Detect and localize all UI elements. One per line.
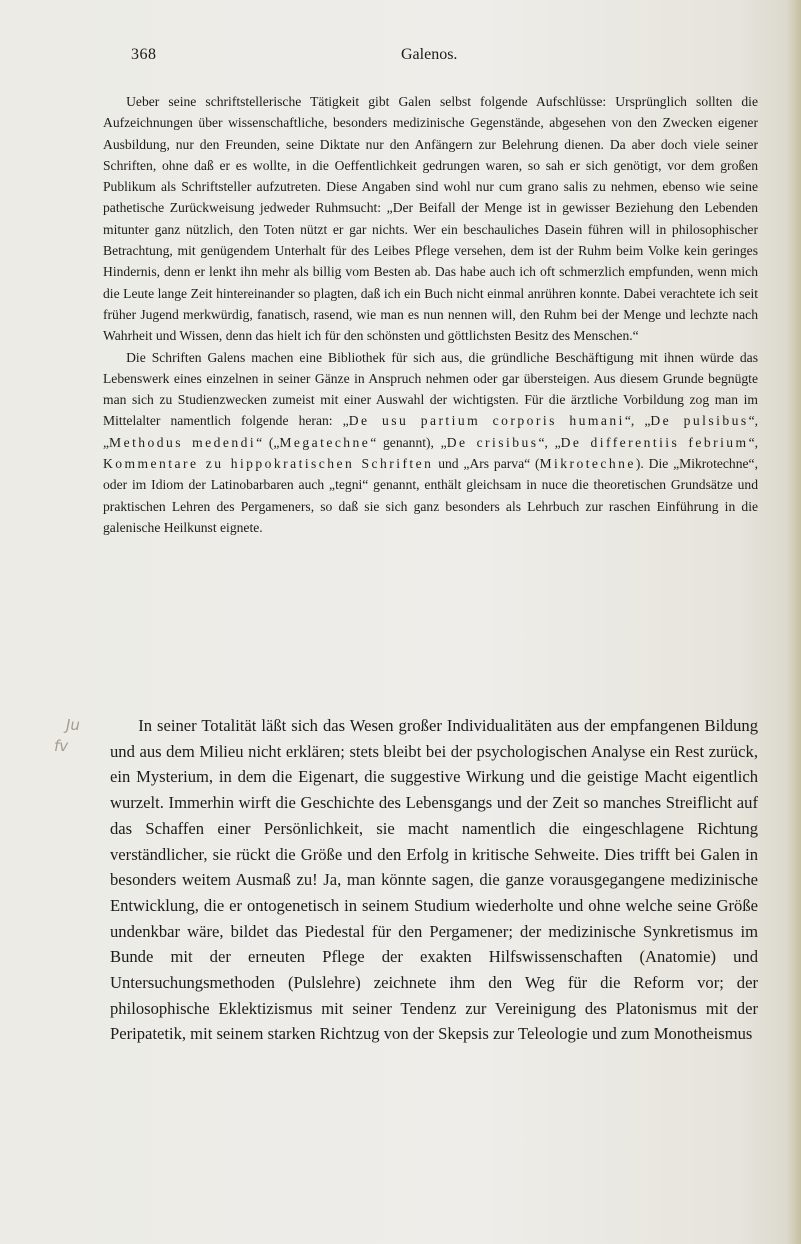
work-title-mikrotechne: Mikrotechne: [539, 456, 636, 472]
page-edge-shadow: [787, 0, 801, 1244]
main-text-block: [110, 713, 758, 1047]
text-run: “ („: [256, 434, 280, 450]
text-run: ). Die „Mikrotechne“, oder im Idiom der Latinobarbaren auch „tegni“ genannt, enthält gleichsam in nuce die theoretischen Grundsätze und praktischen Lehren des Pergameners, so daß sie sich ganz besonders als Lehrbuch zur raschen Einführung in die galenische Heilkunst eignete.: [103, 456, 758, 535]
text-run: “,: [748, 434, 758, 450]
small-print-block: [103, 91, 758, 538]
text-run: “ genannt), „: [370, 434, 447, 450]
running-title: Galenos.: [401, 46, 458, 63]
work-title-methodus-medendi: Methodus medendi: [109, 434, 257, 450]
work-title-de-crisibus: De crisibus: [446, 434, 539, 450]
paragraph-galen-writings: [103, 347, 758, 539]
page-number: 368: [131, 46, 157, 63]
work-title-megatechne: Megatechne: [279, 434, 371, 450]
text-run: “, „: [538, 434, 561, 450]
running-header: [131, 46, 731, 68]
work-title-de-pulsibus: De pulsibus: [650, 413, 749, 429]
text-run: und „Ars parva“ (: [433, 456, 540, 472]
margin-pencil-mark: fv: [54, 737, 69, 755]
text-run: Die Schriften Galens machen eine Bibliothek für sich aus, die gründliche Beschäftigung mit ihnen würde das Lebenswerk eines einzelnen in seiner Gänze in Anspruch nehmen oder gar übersteigen. Aus diesem Grunde begnügte man sich zu Studienzwecken zumeist mit einer Auswahl der wichtigsten. Für die ärztliche Vorbildung zog man im Mittelalter namentlich folgende heran: „: [103, 349, 758, 429]
text-run: “, „: [103, 413, 759, 450]
text-run: “, „: [624, 413, 651, 429]
work-title-kommentare: Kommentare zu hippokratischen Schriften: [103, 456, 434, 472]
paragraph-galen-quote: Ueber seine schriftstellerische Tätigkeit gibt Galen selbst folgende Aufschlüsse: Ursprünglich sollten die Aufzeichnungen über wissenschaftliche, besonders medizinische Gegenstände, abgesehen von den Zwecken eigener Ausbildung, nur den Freunden, seine Diktate nur den Anfängern zur Belehrung dienen. Da aber doch viele seiner Schriften, ohne daß er es wollte, in die Oeffentlichkeit gedrungen waren, so sah er sich genötigt, vor dem großen Publikum als Schriftsteller aufzutreten. Diese Angaben sind wohl nur cum grano salis zu nehmen, ebenso wie seine pathetische Zurückweisung jedweder Ruhmsucht: „Der Beifall der Menge ist in gewisser Beziehung den Lebenden mitunter ganz nützlich, den Toten nützt er gar nichts. Wer ein beschauliches Dasein führen will in philosophischer Betrachtung, mit genügendem Unterhalt für des Leibes Pflege versehen, dem ist der Ruhm beim Volke kein geringes Hindernis, denn er lenkt ihn mehr als billig vom Besten ab. Das habe auch ich oft schmerzlich empfunden, wenn mich die Leute lange Zeit hintereinander so plagten, daß ich ein Buch nicht einmal anrühren konnte. Dabei verachtete ich seit früher Jugend merkwürdig, fanatisch, rasend, wie man es nun nennen will, den Ruhm bei der Menge und lechzte nach Wahrheit und Wissen, denn das hielt ich für den schönsten und göttlichsten Besitz des Menschen.“: [103, 94, 758, 344]
margin-pencil-mark: Ju: [66, 716, 80, 734]
work-title-de-differentiis: De differentiis febrium: [560, 434, 749, 450]
paragraph-individuality: In seiner Totalität läßt sich das Wesen großer Individualitäten aus der empfangenen Bildung und aus dem Milieu nicht erklären; stets bleibt bei der psychologischen Analyse ein Rest zurück, ein Mysterium, in dem die Eigenart, die suggestive Wirkung und die geistige Macht eigentlich wurzelt. Immerhin wirft die Geschichte des Lebensgangs und der Zeit so manches Streiflicht auf das Schaffen einer Persönlichkeit, sie macht namentlich die eingeschlagene Richtung verständlicher, sie rückt die Größe und den Erfolg in kritische Sehweite. Dies trifft bei Galen in besonders weitem Ausmaß zu! Ja, man könnte sagen, die ganze vorausgegangene medizinische Entwicklung, die er ontogenetisch in seinem Studium wiederholte und ohne welche seine Größe undenkbar wäre, bildet das Piedestal für den Pergamener; der medizinische Synkretismus im Bunde mit der erneuten Pflege der exakten Hilfswissenschaften (Anatomie) und Untersuchungsmethoden (Pulslehre) zeichnete ihm den Weg für die Reform vor; der philosophische Eklektizismus mit seiner Tendenz zur Vereinigung des Platonismus mit der Peripatetik, mit seinem starken Richtzug von der Skepsis zur Teleologie und zum Monotheismus: [110, 716, 758, 1044]
work-title-de-usu-partium: De usu partium corporis humani: [348, 413, 625, 429]
